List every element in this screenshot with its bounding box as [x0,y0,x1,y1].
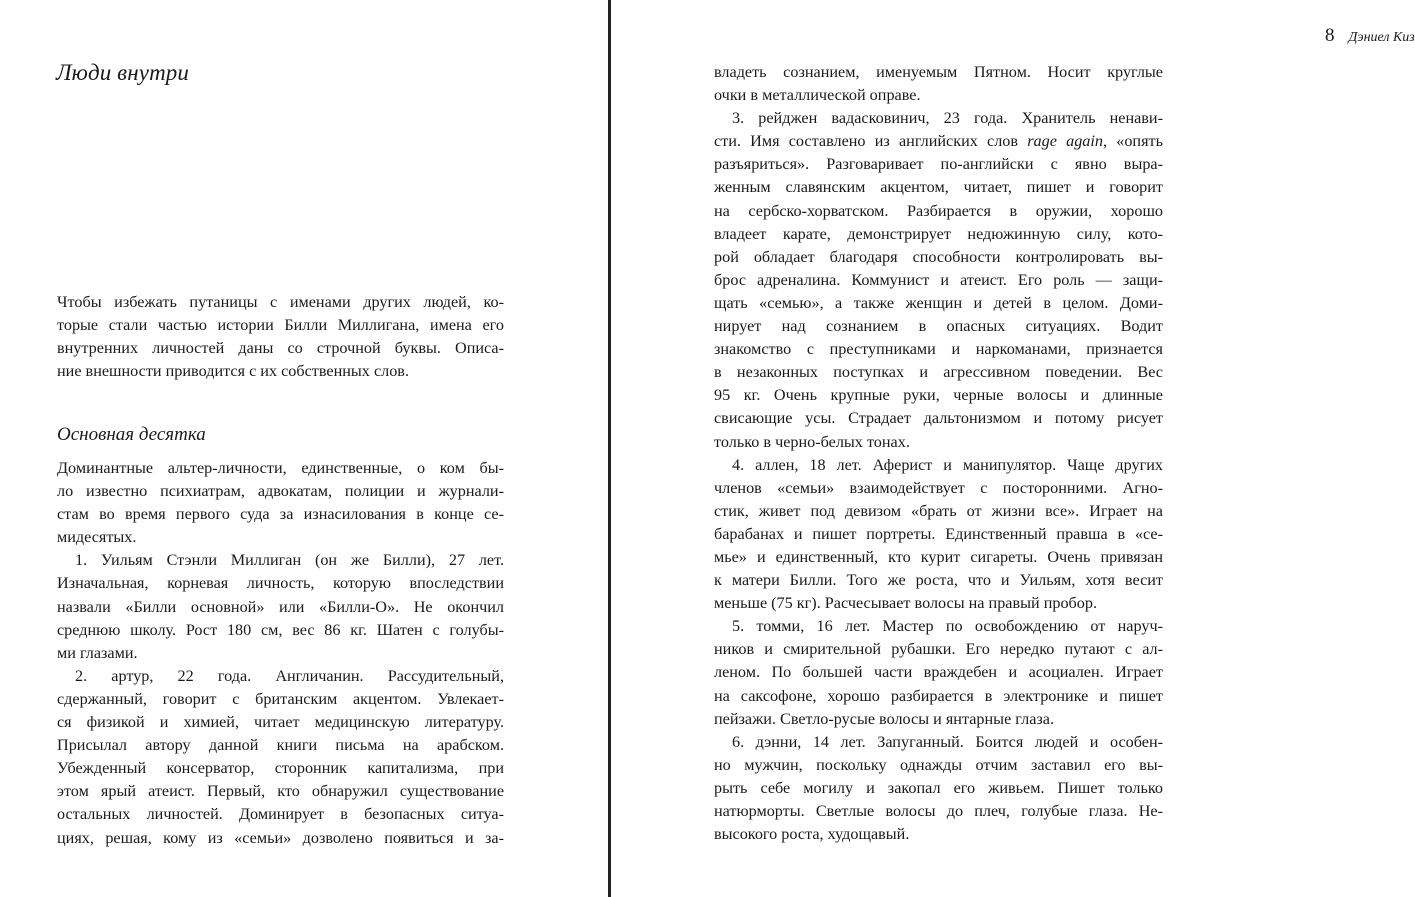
author-name: Дэниел Киз [1348,30,1415,45]
text-line: Убежденный консерватор, сторонник капитализма, при [57,759,504,778]
text-line: рой обладает благодаря способности контролировать вы- [714,247,1163,266]
text-line: рыть себе могилу и закопал его живьем. Пишет только [714,778,1163,797]
text-line: торые стали частью истории Билли Миллигана, имена его [57,316,504,335]
text-line: внутренних личностей даны со строчной буквы. Описа- [57,339,504,358]
text-line: нирует над сознанием в опасных ситуациях. Водит [714,317,1163,336]
section-intro-paragraph [57,457,504,549]
text-line: стик, живет под девизом «брать от жизни все». Играет на [714,501,1163,520]
text-fragment: , «опять [1103,132,1163,151]
text-line: высокого роста, худощавый. [714,825,910,844]
text-line: остальных личностей. Доминирует в безопасных ситуа- [57,805,504,824]
text-line: ло известно психиатрам, адвокатам, полиции и журнали- [57,482,504,501]
page-number: 8 [1325,25,1335,46]
text-line: только в черно-белых тонах. [714,432,910,451]
text-line: ми глазами. [57,643,138,662]
text-line: меньше (75 кг). Расчесывает волосы на правый пробор. [714,594,1098,613]
chapter-title: Люди внутри [56,60,189,85]
intro-paragraph [57,291,504,383]
text-line: 4. аллен, 18 лет. Аферист и манипулятор. Чаще других [732,455,1163,474]
text-line: знакомство с преступниками и наркоманами, признается [714,340,1163,359]
text-line: мье» и единственный, кто курит сигареты. Очень привязан [714,547,1163,566]
foreign-phrase: rage again [1027,132,1103,151]
text-line: щать «семью», а также женщин и детей в целом. Доми- [714,293,1163,312]
text-line: брос адреналина. Коммунист и атеист. Его роль — защи- [714,270,1163,289]
text-line: 3. рейджен вадасковинич, 23 года. Хранитель ненави- [732,109,1163,128]
text-line: на саксофоне, хорошо разбирается в электронике и пишет [714,686,1163,705]
section-heading: Основная десятка [57,424,206,445]
text-line: в незаконных поступках и агрессивном поведении. Вес [714,363,1163,382]
text-line: владеет карате, демонстрирует недюжинную силу, кото- [714,224,1163,243]
text-line: Доминантные альтер-личности, единственные, о ком бы- [57,459,504,477]
text-line: 5. томми, 16 лет. Мастер по освобождению от наруч- [732,617,1163,636]
entry-6-danny [714,731,1163,846]
entry-2-arthur [57,665,504,850]
left-page [0,0,608,897]
left-main-text [57,457,504,850]
text-line: стам во время первого суда за изнасилования в конце се- [57,505,504,524]
text-line: натюрморты. Светлые волосы до плеч, голубые глаза. Не- [714,802,1163,820]
text-line: ние внешности приводится с их собственных слов. [57,362,409,381]
text-line: этом ярый атеист. Первый, кто обнаружил существование [57,782,504,801]
text-line: свисающие усы. Страдает дальтонизмом и потому рисует [714,409,1163,428]
text-line: Чтобы избежать путаницы с именами других людей, ко- [57,293,504,311]
text-line-with-foreign-phrase [714,130,1163,153]
text-line: 95 кг. Очень крупные руки, черные волосы и длинные [714,386,1163,405]
text-line: 1. Уильям Стэнли Миллиган (он же Билли), 27 лет. [75,551,504,570]
entry-5-tommy [714,615,1163,730]
text-line: леном. По большей части враждебен и асоциален. Играет [714,663,1163,682]
text-line: на сербско-хорватском. Разбирается в оружии, хорошо [714,201,1163,220]
text-line: Изначальная, корневая личность, которую впоследствии [57,574,504,593]
text-line: назвали «Билли основной» или «Билли-О». Не окончил [57,597,504,616]
entry-4-allen [714,454,1163,616]
text-line: барабанах и пишет портреты. Единственный правша в «се- [714,524,1163,543]
text-line: циях, решая, кому из «семьи» дозволено появиться и за- [57,828,504,847]
text-line: членов «семьи» взаимодействует с посторонними. Агно- [714,478,1163,497]
text-line: к матери Билли. Того же роста, что и Уильям, хотя весит [714,571,1163,590]
text-line: владеть сознанием, именуемым Пятном. Носит круглые [714,63,1163,81]
text-line: но мужчин, поскольку однажды отчим заставил его вы- [714,755,1163,774]
text-line: женным славянским акцентом, читает, пишет и говорит [714,178,1163,197]
text-line: сдержанный, говорит с британским акцентом. Увлекает- [57,689,504,708]
text-line: среднюю школу. Рост 180 см, вес 86 кг. Шатен с голубы- [57,620,504,639]
text-line: пейзажи. Светло-русые волосы и янтарные глаза. [714,709,1054,728]
text-line: 2. артур, 22 года. Англичанин. Рассудительный, [75,666,504,685]
entry-1-william [57,549,504,664]
running-head [1325,25,1415,49]
text-line: 6. дэнни, 14 лет. Запуганный. Боится людей и особен- [732,732,1163,751]
text-line: ся физикой и химией, читает медицинскую литературу. [57,713,504,732]
text-line: мидесятых. [57,528,137,547]
continuation-paragraph [714,61,1163,107]
text-line: Присылал автору данной книги письма на арабском. [57,736,504,755]
text-line: очки в металлической оправе. [714,86,921,105]
text-line: ников и смирительной рубашки. Его нередко путают с ал- [714,640,1163,659]
entry-3-ragen [714,107,1163,453]
text-fragment: сти. Имя составлено из английских слов [714,132,1028,151]
text-line: разъяриться». Разговаривает по-английски с явно выра- [714,155,1163,174]
right-main-text [714,61,1163,846]
